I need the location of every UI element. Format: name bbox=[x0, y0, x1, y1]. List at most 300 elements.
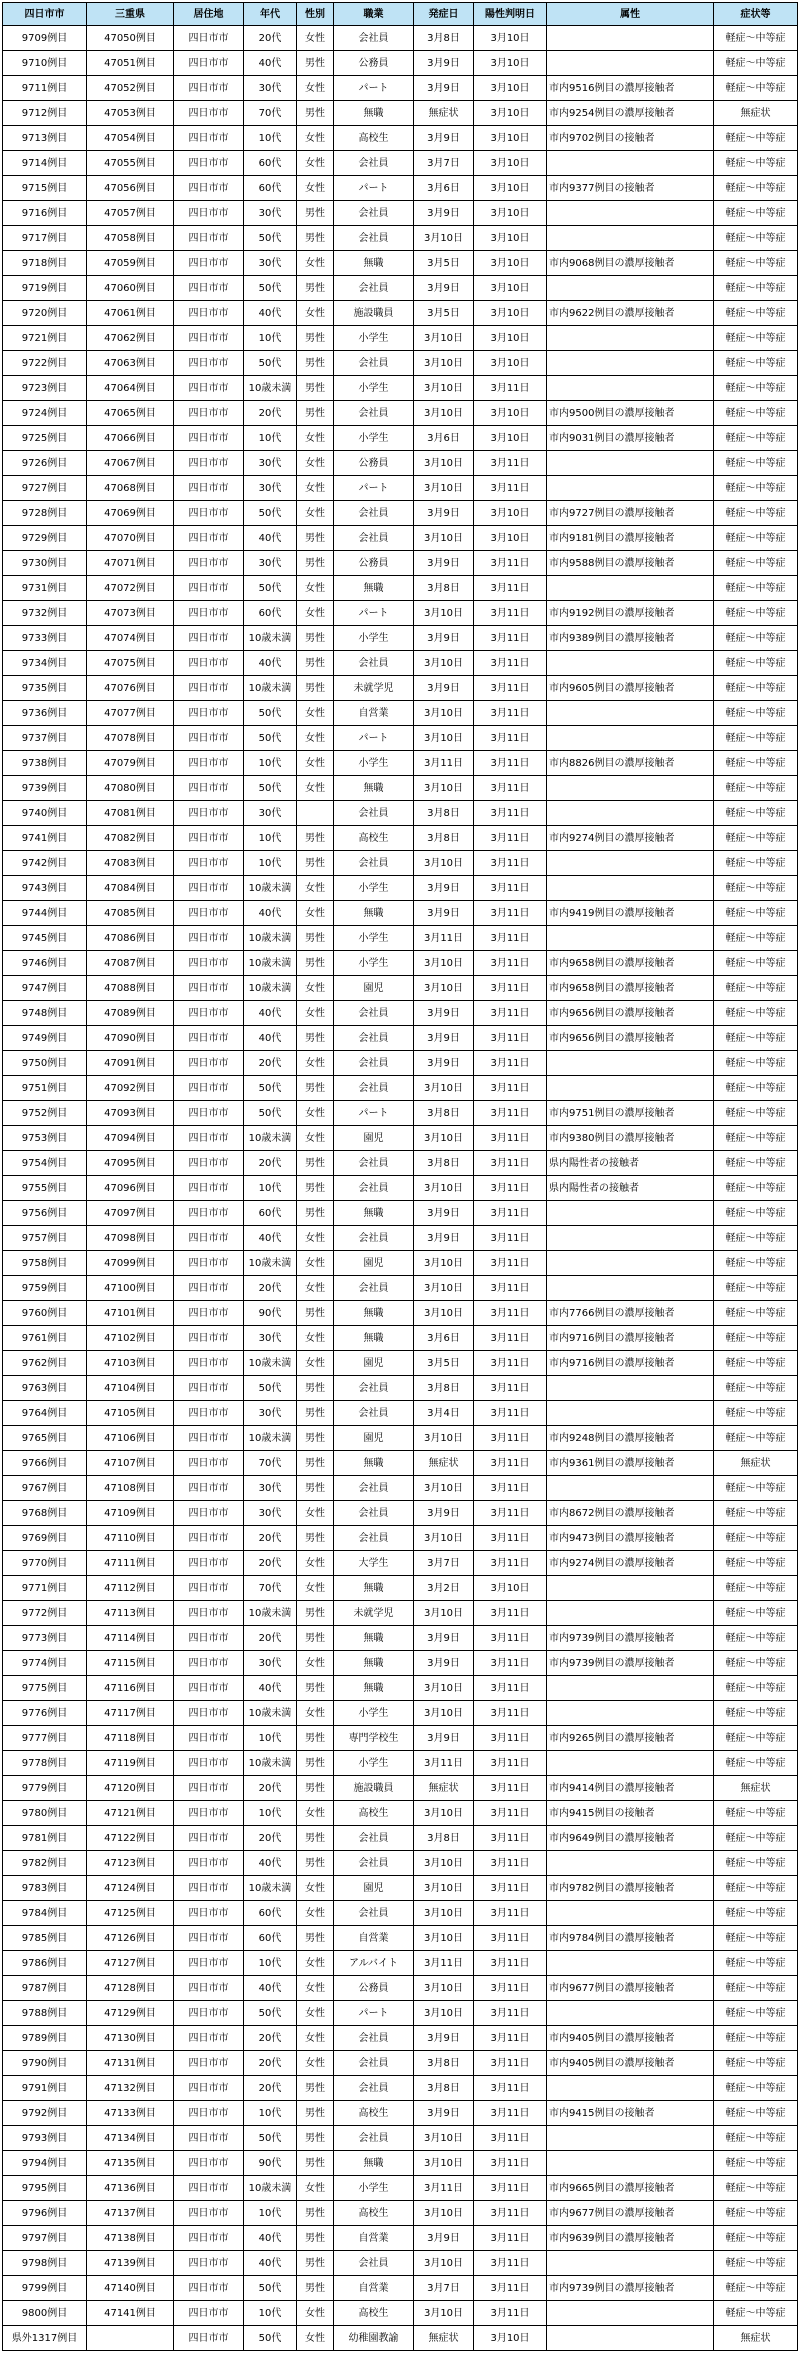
table-row bbox=[3, 101, 798, 126]
table-cell: 四日市市 bbox=[174, 51, 244, 76]
table-row bbox=[3, 951, 798, 976]
table-cell: 市内9784例目の濃厚接触者 bbox=[547, 1926, 714, 1951]
table-cell: 3月11日 bbox=[474, 2251, 547, 2276]
table-cell: 60代 bbox=[244, 176, 297, 201]
table-cell: 女性 bbox=[297, 1351, 334, 1376]
table-cell: 軽症～中等症 bbox=[714, 676, 798, 701]
table-cell: 3月10日 bbox=[414, 1276, 474, 1301]
table-cell: 四日市市 bbox=[174, 1551, 244, 1576]
table-cell: 四日市市 bbox=[174, 1001, 244, 1026]
table-cell: 3月10日 bbox=[414, 1901, 474, 1926]
table-cell: 3月11日 bbox=[414, 926, 474, 951]
table-cell: 女性 bbox=[297, 901, 334, 926]
table-cell: 市内9622例目の濃厚接触者 bbox=[547, 301, 714, 326]
table-cell: 軽症～中等症 bbox=[714, 301, 798, 326]
table-cell: 3月9日 bbox=[414, 126, 474, 151]
table-row bbox=[3, 476, 798, 501]
table-cell: 四日市市 bbox=[174, 776, 244, 801]
table-cell: 3月10日 bbox=[414, 2126, 474, 2151]
table-cell: 3月9日 bbox=[414, 1226, 474, 1251]
table-cell: 女性 bbox=[297, 26, 334, 51]
table-cell: 9757例目 bbox=[3, 1226, 87, 1251]
table-cell: 女性 bbox=[297, 1576, 334, 1601]
table-cell: 9754例目 bbox=[3, 1151, 87, 1176]
table-cell: 10歳未満 bbox=[244, 1701, 297, 1726]
table-cell: 3月11日 bbox=[414, 2176, 474, 2201]
table-cell: 3月9日 bbox=[414, 51, 474, 76]
table-row bbox=[3, 401, 798, 426]
table-cell: 四日市市 bbox=[174, 576, 244, 601]
table-cell: 40代 bbox=[244, 51, 297, 76]
table-cell: 軽症～中等症 bbox=[714, 351, 798, 376]
table-cell: 男性 bbox=[297, 1626, 334, 1651]
table-cell: 軽症～中等症 bbox=[714, 1976, 798, 2001]
column-header: 性別 bbox=[297, 3, 334, 26]
table-cell: 男性 bbox=[297, 1026, 334, 1051]
table-cell: 四日市市 bbox=[174, 1051, 244, 1076]
table-row bbox=[3, 301, 798, 326]
table-cell: 9745例目 bbox=[3, 926, 87, 951]
table-cell: 40代 bbox=[244, 526, 297, 551]
table-cell: 施設職員 bbox=[334, 301, 414, 326]
table-cell: 3月11日 bbox=[474, 1676, 547, 1701]
table-cell: 軽症～中等症 bbox=[714, 1201, 798, 1226]
table-cell: 無職 bbox=[334, 576, 414, 601]
table-cell: 9783例目 bbox=[3, 1876, 87, 1901]
table-cell: 会社員 bbox=[334, 1901, 414, 1926]
table-cell: 30代 bbox=[244, 201, 297, 226]
table-cell: 男性 bbox=[297, 626, 334, 651]
table-cell: 70代 bbox=[244, 1576, 297, 1601]
table-cell: 3月8日 bbox=[414, 1826, 474, 1851]
table-cell: 会社員 bbox=[334, 401, 414, 426]
table-cell: 3月6日 bbox=[414, 426, 474, 451]
table-cell: 男性 bbox=[297, 826, 334, 851]
table-cell: 軽症～中等症 bbox=[714, 26, 798, 51]
table-cell bbox=[547, 1951, 714, 1976]
table-cell: 軽症～中等症 bbox=[714, 226, 798, 251]
table-cell: 軽症～中等症 bbox=[714, 1076, 798, 1101]
column-header: 職業 bbox=[334, 3, 414, 26]
table-cell: 47098例目 bbox=[87, 1226, 174, 1251]
table-cell: 園児 bbox=[334, 1251, 414, 1276]
table-cell: 四日市市 bbox=[174, 1401, 244, 1426]
table-cell: 市内9739例目の濃厚接触者 bbox=[547, 1651, 714, 1676]
table-cell: 四日市市 bbox=[174, 101, 244, 126]
table-cell: 90代 bbox=[244, 2151, 297, 2176]
table-cell: 会社員 bbox=[334, 1476, 414, 1501]
table-cell: 20代 bbox=[244, 1526, 297, 1551]
table-cell: 3月11日 bbox=[474, 1126, 547, 1151]
table-cell: 3月11日 bbox=[474, 1401, 547, 1426]
table-cell: 男性 bbox=[297, 676, 334, 701]
table-row bbox=[3, 2001, 798, 2026]
table-cell: 自営業 bbox=[334, 2226, 414, 2251]
table-cell bbox=[547, 276, 714, 301]
table-cell: 軽症～中等症 bbox=[714, 526, 798, 551]
table-cell: 3月11日 bbox=[474, 1201, 547, 1226]
table-cell: 女性 bbox=[297, 426, 334, 451]
table-row bbox=[3, 1226, 798, 1251]
table-cell: 3月11日 bbox=[474, 1176, 547, 1201]
table-cell: 園児 bbox=[334, 1351, 414, 1376]
table-cell: 園児 bbox=[334, 1426, 414, 1451]
table-cell: 市内9656例目の濃厚接触者 bbox=[547, 1001, 714, 1026]
table-row bbox=[3, 801, 798, 826]
table-cell: 軽症～中等症 bbox=[714, 1476, 798, 1501]
table-cell: 男性 bbox=[297, 1476, 334, 1501]
table-cell: 3月10日 bbox=[414, 651, 474, 676]
table-cell: 9725例目 bbox=[3, 426, 87, 451]
table-cell: 軽症～中等症 bbox=[714, 976, 798, 1001]
table-row bbox=[3, 1651, 798, 1676]
table-cell: 47070例目 bbox=[87, 526, 174, 551]
table-cell: 四日市市 bbox=[174, 1901, 244, 1926]
table-row bbox=[3, 1776, 798, 1801]
table-cell: 女性 bbox=[297, 1251, 334, 1276]
table-cell: 30代 bbox=[244, 251, 297, 276]
table-cell: 男性 bbox=[297, 1751, 334, 1776]
table-cell: 四日市市 bbox=[174, 1151, 244, 1176]
table-cell: 四日市市 bbox=[174, 601, 244, 626]
table-cell: 軽症～中等症 bbox=[714, 1876, 798, 1901]
table-cell: 30代 bbox=[244, 76, 297, 101]
table-row bbox=[3, 876, 798, 901]
table-cell: 軽症～中等症 bbox=[714, 326, 798, 351]
table-cell: 9791例目 bbox=[3, 2076, 87, 2101]
table-cell bbox=[87, 2326, 174, 2351]
table-cell: 9768例目 bbox=[3, 1501, 87, 1526]
table-cell: 47056例目 bbox=[87, 176, 174, 201]
table-cell: 3月2日 bbox=[414, 1576, 474, 1601]
table-cell: 軽症～中等症 bbox=[714, 576, 798, 601]
table-cell: 3月11日 bbox=[414, 1951, 474, 1976]
table-cell: 3月9日 bbox=[414, 1001, 474, 1026]
table-cell: 30代 bbox=[244, 801, 297, 826]
table-cell: 9724例目 bbox=[3, 401, 87, 426]
table-row bbox=[3, 276, 798, 301]
table-cell: 47115例目 bbox=[87, 1651, 174, 1676]
table-cell: 3月11日 bbox=[474, 1876, 547, 1901]
table-cell: 軽症～中等症 bbox=[714, 701, 798, 726]
table-cell: 9736例目 bbox=[3, 701, 87, 726]
table-cell: 市内9248例目の濃厚接触者 bbox=[547, 1426, 714, 1451]
table-cell: 3月10日 bbox=[414, 1801, 474, 1826]
table-cell: 9738例目 bbox=[3, 751, 87, 776]
table-cell: 3月7日 bbox=[414, 2276, 474, 2301]
table-cell: 47135例目 bbox=[87, 2151, 174, 2176]
table-cell bbox=[547, 1076, 714, 1101]
table-cell: 47130例目 bbox=[87, 2026, 174, 2051]
table-row bbox=[3, 1751, 798, 1776]
table-cell: 四日市市 bbox=[174, 1601, 244, 1626]
table-cell: 市内9751例目の濃厚接触者 bbox=[547, 1101, 714, 1126]
column-header: 四日市市 bbox=[3, 3, 87, 26]
table-cell: 3月11日 bbox=[474, 651, 547, 676]
table-cell: 無症状 bbox=[414, 101, 474, 126]
table-cell: 四日市市 bbox=[174, 726, 244, 751]
table-cell: 自営業 bbox=[334, 2276, 414, 2301]
table-cell: 3月10日 bbox=[414, 1976, 474, 2001]
table-row bbox=[3, 1476, 798, 1501]
table-cell: 9719例目 bbox=[3, 276, 87, 301]
table-cell: 男性 bbox=[297, 1526, 334, 1551]
table-row bbox=[3, 651, 798, 676]
table-cell: 3月9日 bbox=[414, 1051, 474, 1076]
table-cell: 47099例目 bbox=[87, 1251, 174, 1276]
table-row bbox=[3, 1601, 798, 1626]
table-cell: 3月11日 bbox=[474, 1751, 547, 1776]
table-cell: 市内9405例目の濃厚接触者 bbox=[547, 2026, 714, 2051]
table-cell: 3月11日 bbox=[474, 1476, 547, 1501]
table-cell: 市内9265例目の濃厚接触者 bbox=[547, 1726, 714, 1751]
table-cell: 軽症～中等症 bbox=[714, 1751, 798, 1776]
table-cell: 3月11日 bbox=[474, 676, 547, 701]
table-cell: 軽症～中等症 bbox=[714, 251, 798, 276]
table-row bbox=[3, 2051, 798, 2076]
table-cell: 9726例目 bbox=[3, 451, 87, 476]
table-cell: 47085例目 bbox=[87, 901, 174, 926]
table-cell: 四日市市 bbox=[174, 376, 244, 401]
table-cell: 市内9739例目の濃厚接触者 bbox=[547, 1626, 714, 1651]
table-cell: 四日市市 bbox=[174, 851, 244, 876]
table-cell: 3月10日 bbox=[414, 1926, 474, 1951]
table-cell: 四日市市 bbox=[174, 301, 244, 326]
table-cell bbox=[547, 776, 714, 801]
table-cell: 市内9500例目の濃厚接触者 bbox=[547, 401, 714, 426]
table-cell: 3月10日 bbox=[474, 126, 547, 151]
table-cell: 9787例目 bbox=[3, 1976, 87, 2001]
table-cell: 3月9日 bbox=[414, 276, 474, 301]
table-cell: 3月11日 bbox=[474, 1551, 547, 1576]
table-row bbox=[3, 376, 798, 401]
table-row bbox=[3, 926, 798, 951]
table-row bbox=[3, 1401, 798, 1426]
table-cell: 男性 bbox=[297, 926, 334, 951]
table-cell: 3月11日 bbox=[414, 751, 474, 776]
table-cell: 軽症～中等症 bbox=[714, 1176, 798, 1201]
table-cell: 40代 bbox=[244, 2226, 297, 2251]
table-cell bbox=[547, 1701, 714, 1726]
table-cell: 専門学校生 bbox=[334, 1726, 414, 1751]
table-row bbox=[3, 2151, 798, 2176]
table-cell: 会社員 bbox=[334, 851, 414, 876]
table-cell: 3月10日 bbox=[414, 2151, 474, 2176]
table-cell: 3月10日 bbox=[474, 26, 547, 51]
table-cell: 9780例目 bbox=[3, 1801, 87, 1826]
table-row bbox=[3, 1276, 798, 1301]
table-cell: 47065例目 bbox=[87, 401, 174, 426]
table-cell: 3月6日 bbox=[414, 1326, 474, 1351]
table-cell: 47087例目 bbox=[87, 951, 174, 976]
table-cell: 9766例目 bbox=[3, 1451, 87, 1476]
table-cell: 会社員 bbox=[334, 1151, 414, 1176]
table-cell: 男性 bbox=[297, 201, 334, 226]
table-cell: 3月4日 bbox=[414, 1401, 474, 1426]
table-cell: 9767例目 bbox=[3, 1476, 87, 1501]
table-cell: 3月10日 bbox=[414, 1426, 474, 1451]
table-cell: 四日市市 bbox=[174, 1301, 244, 1326]
table-cell: 60代 bbox=[244, 151, 297, 176]
table-cell: 軽症～中等症 bbox=[714, 1526, 798, 1551]
table-cell: 市内9415例目の接触者 bbox=[547, 1801, 714, 1826]
table-cell: 3月11日 bbox=[474, 1801, 547, 1826]
table-cell: 無職 bbox=[334, 1626, 414, 1651]
table-row bbox=[3, 851, 798, 876]
table-cell: 3月9日 bbox=[414, 676, 474, 701]
table-cell: 3月5日 bbox=[414, 251, 474, 276]
table-cell: 47077例目 bbox=[87, 701, 174, 726]
table-cell: 四日市市 bbox=[174, 1451, 244, 1476]
table-cell: 3月11日 bbox=[474, 976, 547, 1001]
table-cell: 小学生 bbox=[334, 626, 414, 651]
table-row bbox=[3, 1701, 798, 1726]
table-cell: 軽症～中等症 bbox=[714, 1001, 798, 1026]
table-cell: 3月11日 bbox=[474, 1851, 547, 1876]
table-cell: 市内9181例目の濃厚接触者 bbox=[547, 526, 714, 551]
table-cell: 47101例目 bbox=[87, 1301, 174, 1326]
table-cell: 軽症～中等症 bbox=[714, 501, 798, 526]
table-cell: 3月10日 bbox=[474, 426, 547, 451]
table-cell: 3月6日 bbox=[414, 176, 474, 201]
table-cell: 公務員 bbox=[334, 51, 414, 76]
table-cell: 軽症～中等症 bbox=[714, 1901, 798, 1926]
table-cell: 10代 bbox=[244, 851, 297, 876]
table-cell: 男性 bbox=[297, 376, 334, 401]
table-cell: 軽症～中等症 bbox=[714, 1026, 798, 1051]
table-cell: 会社員 bbox=[334, 2126, 414, 2151]
table-cell: 女性 bbox=[297, 701, 334, 726]
table-cell: 軽症～中等症 bbox=[714, 2126, 798, 2151]
table-cell: 70代 bbox=[244, 101, 297, 126]
table-cell: 女性 bbox=[297, 2001, 334, 2026]
table-cell: 9733例目 bbox=[3, 626, 87, 651]
table-row bbox=[3, 1201, 798, 1226]
table-cell: 9794例目 bbox=[3, 2151, 87, 2176]
table-cell: パート bbox=[334, 176, 414, 201]
table-cell: 9732例目 bbox=[3, 601, 87, 626]
table-cell: 県内陽性者の接触者 bbox=[547, 1176, 714, 1201]
table-cell: 47084例目 bbox=[87, 876, 174, 901]
table-cell: 47133例目 bbox=[87, 2101, 174, 2126]
table-cell: 市内8672例目の濃厚接触者 bbox=[547, 1501, 714, 1526]
table-cell: 9798例目 bbox=[3, 2251, 87, 2276]
table-cell: 市内9405例目の濃厚接触者 bbox=[547, 2051, 714, 2076]
table-cell: 3月10日 bbox=[414, 526, 474, 551]
table-row bbox=[3, 776, 798, 801]
table-cell: 女性 bbox=[297, 251, 334, 276]
table-cell: 3月10日 bbox=[414, 1701, 474, 1726]
table-cell: 女性 bbox=[297, 1051, 334, 1076]
table-cell: 40代 bbox=[244, 651, 297, 676]
table-cell: 軽症～中等症 bbox=[714, 401, 798, 426]
table-cell: パート bbox=[334, 76, 414, 101]
table-cell: 無職 bbox=[334, 1326, 414, 1351]
table-cell: 女性 bbox=[297, 751, 334, 776]
table-cell: 10歳未満 bbox=[244, 926, 297, 951]
table-cell: 四日市市 bbox=[174, 1276, 244, 1301]
case-table bbox=[2, 2, 798, 2351]
table-cell: 四日市市 bbox=[174, 2151, 244, 2176]
table-cell: 3月11日 bbox=[474, 701, 547, 726]
table-cell: 50代 bbox=[244, 351, 297, 376]
table-cell: 9774例目 bbox=[3, 1651, 87, 1676]
table-cell: 50代 bbox=[244, 701, 297, 726]
table-row bbox=[3, 251, 798, 276]
table-cell: 20代 bbox=[244, 401, 297, 426]
table-cell: 3月11日 bbox=[474, 1601, 547, 1626]
table-cell: 会社員 bbox=[334, 1826, 414, 1851]
table-cell: 10代 bbox=[244, 326, 297, 351]
table-cell: 小学生 bbox=[334, 1751, 414, 1776]
table-cell bbox=[547, 151, 714, 176]
table-cell: 軽症～中等症 bbox=[714, 1601, 798, 1626]
table-cell bbox=[547, 576, 714, 601]
table-cell: 園児 bbox=[334, 1126, 414, 1151]
table-cell: 47078例目 bbox=[87, 726, 174, 751]
table-cell: 47092例目 bbox=[87, 1076, 174, 1101]
table-cell: 10歳未満 bbox=[244, 1751, 297, 1776]
table-cell: 50代 bbox=[244, 2326, 297, 2351]
table-cell: 市内9658例目の濃厚接触者 bbox=[547, 951, 714, 976]
table-cell: 四日市市 bbox=[174, 976, 244, 1001]
table-cell: 男性 bbox=[297, 2076, 334, 2101]
table-row bbox=[3, 751, 798, 776]
table-row bbox=[3, 1176, 798, 1201]
table-cell: 9765例目 bbox=[3, 1426, 87, 1451]
table-row bbox=[3, 826, 798, 851]
table-cell: 市内9377例目の接触者 bbox=[547, 176, 714, 201]
table-cell: 四日市市 bbox=[174, 1526, 244, 1551]
table-cell: 3月10日 bbox=[474, 326, 547, 351]
table-cell: 女性 bbox=[297, 2301, 334, 2326]
table-cell: 軽症～中等症 bbox=[714, 1151, 798, 1176]
table-cell: 市内9274例目の濃厚接触者 bbox=[547, 826, 714, 851]
table-cell: 小学生 bbox=[334, 376, 414, 401]
table-cell: 施設職員 bbox=[334, 1776, 414, 1801]
table-cell: 30代 bbox=[244, 476, 297, 501]
table-cell: 軽症～中等症 bbox=[714, 2101, 798, 2126]
table-cell: 無職 bbox=[334, 1651, 414, 1676]
table-row bbox=[3, 1376, 798, 1401]
table-cell: 10歳未満 bbox=[244, 876, 297, 901]
table-cell: 3月11日 bbox=[474, 576, 547, 601]
table-row bbox=[3, 1451, 798, 1476]
table-cell: 男性 bbox=[297, 351, 334, 376]
table-cell: 30代 bbox=[244, 1476, 297, 1501]
table-row bbox=[3, 1726, 798, 1751]
table-cell: 四日市市 bbox=[174, 551, 244, 576]
table-cell: 無症状 bbox=[714, 1451, 798, 1476]
table-row bbox=[3, 626, 798, 651]
table-cell: 女性 bbox=[297, 476, 334, 501]
table-cell: 47062例目 bbox=[87, 326, 174, 351]
table-cell: 9755例目 bbox=[3, 1176, 87, 1201]
table-cell: 3月9日 bbox=[414, 76, 474, 101]
table-cell: 47104例目 bbox=[87, 1376, 174, 1401]
table-cell: 軽症～中等症 bbox=[714, 201, 798, 226]
column-header: 症状等 bbox=[714, 3, 798, 26]
table-cell: 軽症～中等症 bbox=[714, 1126, 798, 1151]
table-cell: 女性 bbox=[297, 1226, 334, 1251]
table-cell: 女性 bbox=[297, 776, 334, 801]
table-cell: 3月11日 bbox=[474, 2076, 547, 2101]
table-cell: 軽症～中等症 bbox=[714, 926, 798, 951]
table-cell: 四日市市 bbox=[174, 126, 244, 151]
table-cell: 幼稚園教諭 bbox=[334, 2326, 414, 2351]
table-cell: 3月10日 bbox=[414, 601, 474, 626]
table-cell: 3月11日 bbox=[474, 751, 547, 776]
